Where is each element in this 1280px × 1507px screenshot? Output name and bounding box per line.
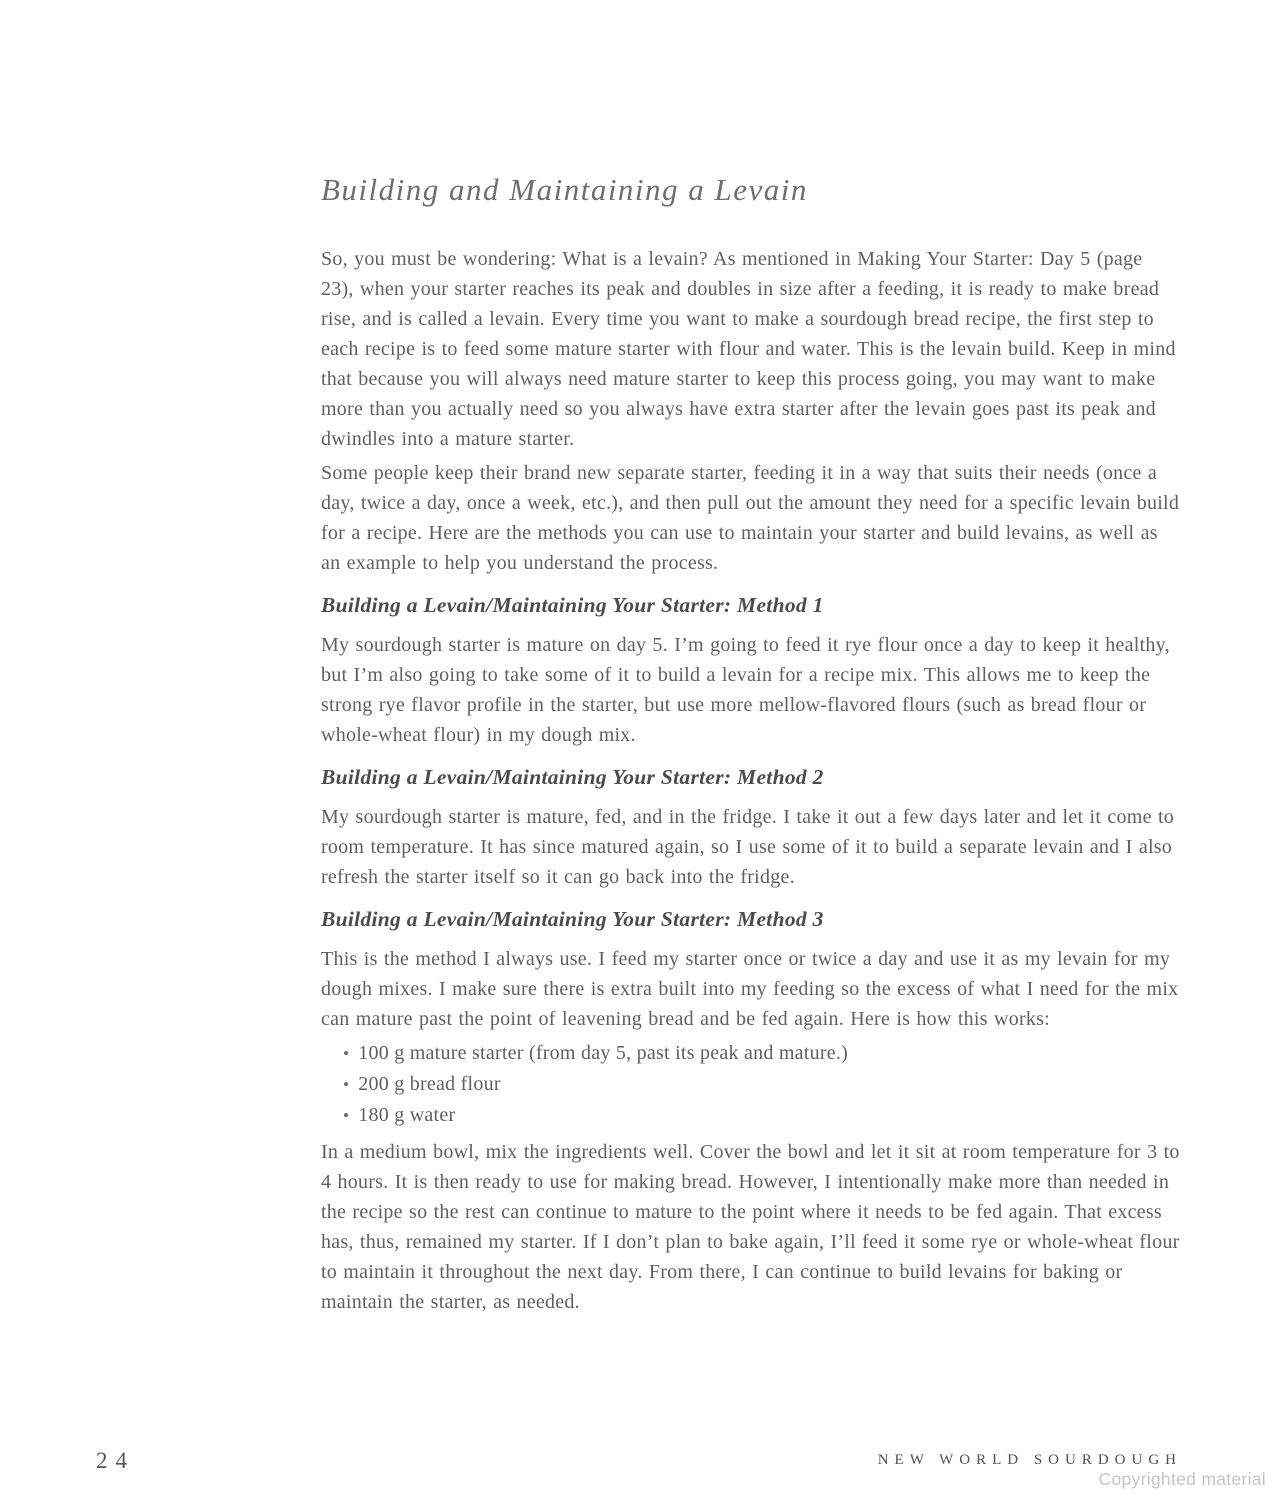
method-1-body: My sourdough starter is mature on day 5. I’m going to feed it rye flour once a day to keep it healthy, but I’m also going to take some of it to build a levain for a recipe mix. This allows me to keep the strong rye flavor profile in the starter, but use more mellow-flavored flours (such as bread flour or whole-wheat flour) in my dough mix.	[321, 634, 1170, 746]
intro-paragraph-1: So, you must be wondering: What is a levain? As mentioned in Making Your Starter: Day 5 (page 23), when your starter reaches its peak and doubles in size after a feeding, it is ready to make bread rise, and is called a levain. Every time you want to make a sourdough bread recipe, the first step to each recipe is to feed some mature starter with flour and water. This is the levain build. Keep in mind that because you will always need mature starter to keep this process going, you may want to make more than you actually need so you always have extra starter after the levain goes past its peak and dwindles into a mature starter.	[321, 248, 1176, 450]
ingredient-text: 200 g bread flour	[358, 1073, 501, 1095]
list-item	[321, 1100, 1181, 1131]
method-2-body: My sourdough starter is mature, fed, and in the fridge. I take it out a few days later and let it come to room temperature. It has since matured again, so I use some of it to build a separate levain and I also refresh the starter itself so it can go back into the fridge.	[321, 806, 1175, 888]
book-title-running-footer: NEW WORLD SOURDOUGH	[877, 1452, 1182, 1468]
ingredient-text: 100 g mature starter (from day 5, past its peak and mature.)	[358, 1042, 849, 1064]
method-2-heading: Building a Levain/Maintaining Your Starter: Method 2	[321, 765, 824, 789]
bullet-icon: •	[343, 1075, 350, 1094]
page-content	[321, 0, 1181, 1321]
method-1-heading: Building a Levain/Maintaining Your Starter: Method 1	[321, 593, 824, 617]
chapter-title: Building and Maintaining a Levain	[321, 172, 808, 207]
method-1-section	[321, 590, 1181, 750]
ingredient-text: 180 g water	[358, 1104, 456, 1126]
bullet-icon: •	[343, 1044, 350, 1063]
method-3-section	[321, 904, 1181, 1034]
list-item	[321, 1038, 1181, 1069]
method-3-heading: Building a Levain/Maintaining Your Starter: Method 3	[321, 907, 824, 931]
method-2-section	[321, 762, 1181, 892]
method-3-body: This is the method I always use. I feed my starter once or twice a day and use it as my levain for my dough mixes. I make sure there is extra built into my feeding so the excess of what I need for the mix can mature past the point of leavening bread and be fed again. Here is how this works:	[321, 948, 1179, 1030]
intro-paragraph-2: Some people keep their brand new separate starter, feeding it in a way that suits their needs (once a day, twice a day, once a week, etc.), and then pull out the amount they need for a specific levain build for a recipe. Here are the methods you can use to maintain your starter and build levains, as well as an example to help you understand the process.	[321, 462, 1180, 574]
levain-ingredients-list	[321, 1038, 1181, 1131]
list-item	[321, 1069, 1181, 1100]
bullet-icon: •	[343, 1106, 350, 1125]
copyright-notice: Copyrighted material	[1098, 1469, 1266, 1489]
closing-paragraph: In a medium bowl, mix the ingredients well. Cover the bowl and let it sit at room temperature for 3 to 4 hours. It is then ready to use for making bread. However, I intentionally make more than needed in the recipe so the rest can continue to mature to the point where it needs to be fed again. That excess has, thus, remained my starter. If I don’t plan to bake again, I’ll feed it some rye or whole-wheat flour to maintain it throughout the next day. From there, I can continue to build levains for baking or maintain the starter, as needed.	[321, 1141, 1180, 1313]
page-number: 24	[96, 1448, 135, 1473]
